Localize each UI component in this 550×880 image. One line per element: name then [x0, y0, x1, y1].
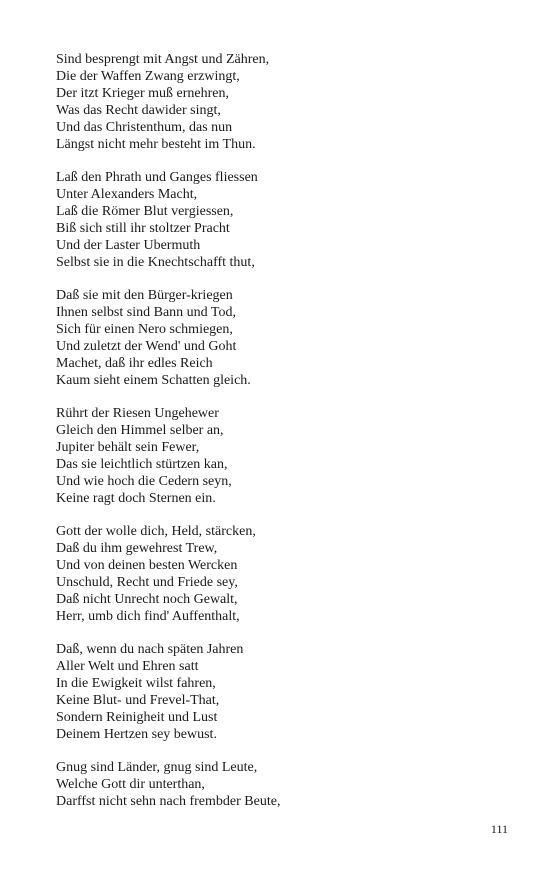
- page-number: 111: [490, 822, 508, 836]
- poem-line: Welche Gott dir unterthan,: [56, 777, 205, 792]
- poem-line: Laß die Römer Blut vergiessen,: [56, 204, 234, 219]
- poem-line: Die der Waffen Zwang erzwingt,: [56, 69, 240, 84]
- poem-line: Jupiter behält sein Fewer,: [56, 440, 200, 455]
- stanza-1: [56, 51, 516, 153]
- stanza-5: [56, 523, 516, 625]
- poem-line: Daß nicht Unrecht noch Gewalt,: [56, 592, 238, 607]
- poem-line: Daß sie mit den Bürger-kriegen: [56, 288, 233, 303]
- poem-line: Längst nicht mehr besteht im Thun.: [56, 137, 256, 152]
- poem-line: Laß den Phrath und Ganges fliessen: [56, 170, 258, 185]
- poem-text: [56, 51, 516, 826]
- poem-line: Herr, umb dich find' Auffenthalt,: [56, 609, 240, 624]
- poem-line: Sondern Reinigheit und Lust: [56, 710, 218, 725]
- poem-line: Der itzt Krieger muß ernehren,: [56, 86, 229, 101]
- poem-line: Was das Recht dawider singt,: [56, 103, 221, 118]
- poem-line: Und das Christenthum, das nun: [56, 120, 233, 135]
- poem-line: Sind besprengt mit Angst und Zähren,: [56, 52, 270, 67]
- poem-line: Und zuletzt der Wend' und Goht: [56, 339, 237, 354]
- poem-line: In die Ewigkeit wilst fahren,: [56, 676, 216, 691]
- poem-line: Darffst nicht sehn nach frembder Beute,: [56, 794, 281, 809]
- poem-line: Das sie leichtlich stürtzen kan,: [56, 457, 228, 472]
- stanza-6: [56, 641, 516, 743]
- poem-line: Keine Blut- und Frevel-That,: [56, 693, 220, 708]
- stanza-4: [56, 405, 516, 507]
- poem-line: Gott der wolle dich, Held, stärcken,: [56, 524, 256, 539]
- poem-line: Ihnen selbst sind Bann und Tod,: [56, 305, 236, 320]
- poem-line: Selbst sie in die Knechtschafft thut,: [56, 255, 255, 270]
- stanza-3: [56, 287, 516, 389]
- poem-line: Daß, wenn du nach späten Jahren: [56, 642, 244, 657]
- poem-line: Und der Laster Ubermuth: [56, 238, 201, 253]
- stanza-2: [56, 169, 516, 271]
- poem-line: Unschuld, Recht und Friede sey,: [56, 575, 238, 590]
- poem-line: Biß sich still ihr stoltzer Pracht: [56, 221, 230, 236]
- poem-line: Daß du ihm gewehrest Trew,: [56, 541, 218, 556]
- poem-line: Machet, daß ihr edles Reich: [56, 356, 213, 371]
- poem-line: Keine ragt doch Sternen ein.: [56, 491, 216, 506]
- poem-line: Und von deinen besten Wercken: [56, 558, 238, 573]
- stanza-7: [56, 759, 516, 810]
- poem-line: Unter Alexanders Macht,: [56, 187, 198, 202]
- poem-line: Sich für einen Nero schmiegen,: [56, 322, 233, 337]
- poem-line: Deinem Hertzen sey bewust.: [56, 727, 217, 742]
- poem-line: Kaum sieht einem Schatten gleich.: [56, 373, 251, 388]
- poem-line: Aller Welt und Ehren satt: [56, 659, 199, 674]
- poem-line: Rührt der Riesen Ungehewer: [56, 406, 219, 421]
- poem-line: Gnug sind Länder, gnug sind Leute,: [56, 760, 258, 775]
- poem-line: Gleich den Himmel selber an,: [56, 423, 224, 438]
- poem-line: Und wie hoch die Cedern seyn,: [56, 474, 232, 489]
